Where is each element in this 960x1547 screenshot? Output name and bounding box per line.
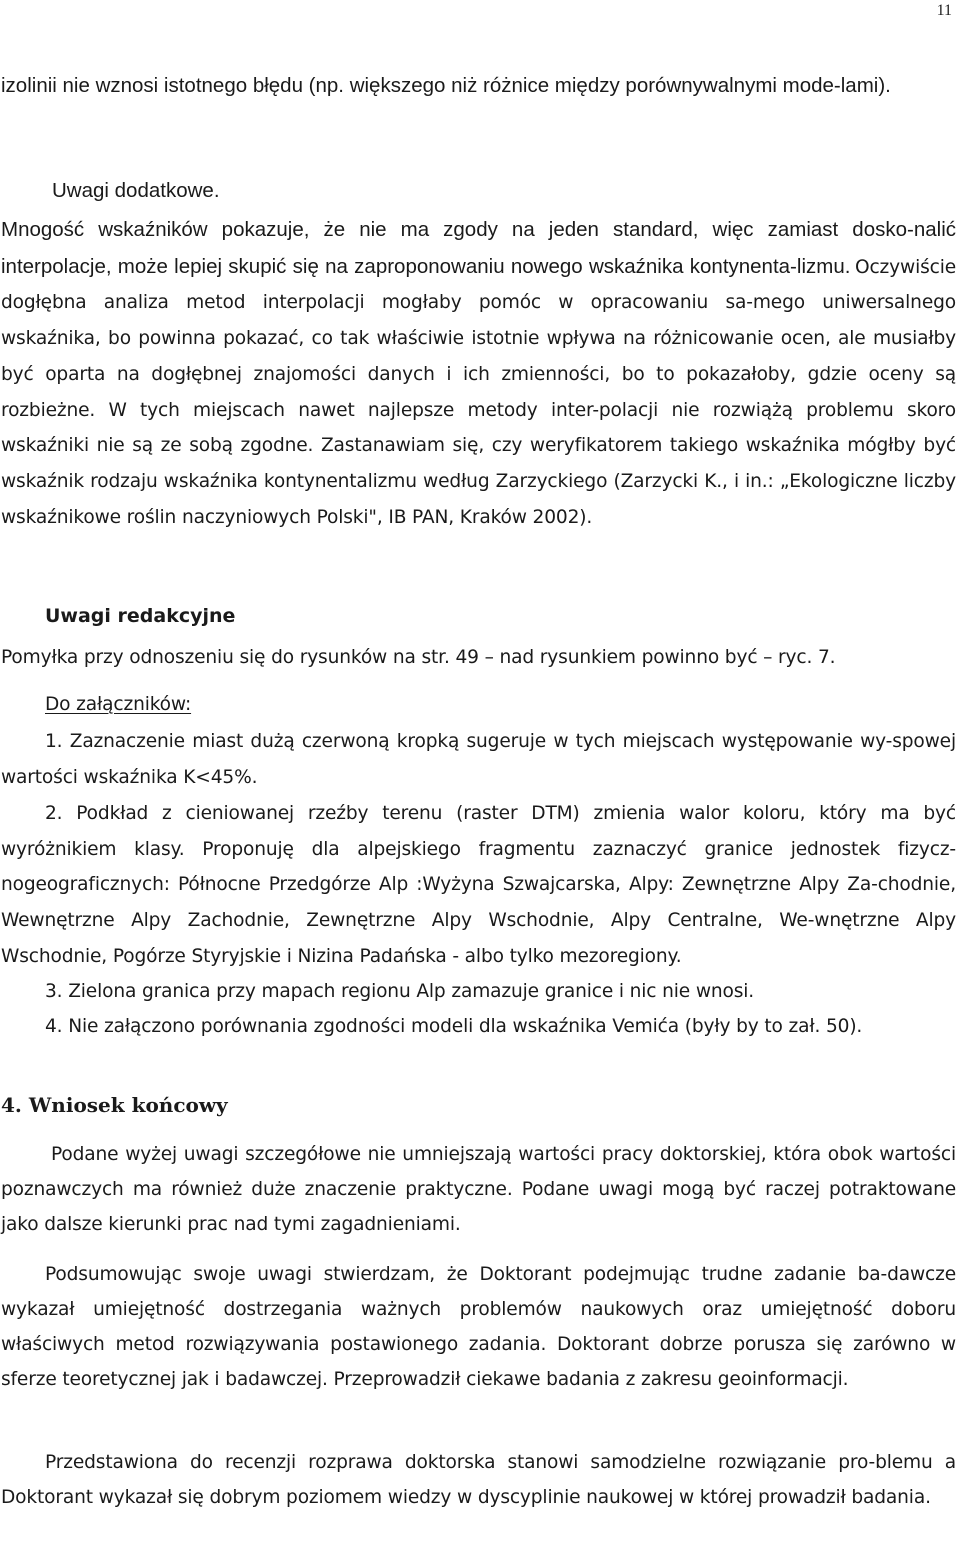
paragraph-pomylka: Pomyłka przy odnoszeniu się do rysunków na str. 49 – nad rysunkiem powinno być – ryc. 7. [1, 647, 836, 668]
list-item-4: 4. Nie załączono porównania zgodności modeli dla wskaźnika Vemića (były by to zał. 50). [45, 1016, 863, 1037]
paragraph-podsumowujac: Podsumowując swoje uwagi stwierdzam, że Doktorant podejmując trudne zadanie ba-dawcze wykazał umiejętność dostrzegania ważnych problemów naukowych oraz umiejętność doboru właściwych metod rozwiązywania postawionego zadania. Doktorant dobrze porusza się zarówno w sferze teoretycznej jak i badawczej. Przeprowadził ciekawe badania z zakresu geoinformacji. [1, 1264, 956, 1391]
paragraph-podane: Podane wyżej uwagi szczegółowe nie umniejszają wartości pracy doktorskiej, która obok wartości poznawczych ma również duże znaczenie praktyczne. Podane uwagi mogą być raczej potraktowane jako dalsze kierunki prac nad tymi zagadnieniami. [1, 1144, 956, 1236]
heading-do-zalacznikow: Do załączników: [45, 694, 192, 715]
paragraph-mnogosc-part-b: Oczywiście dogłębna analiza metod interpolacji mogłaby pomóc w opracowaniu sa-mego uniwersalnego wskaźnika, bo powinna pokazać, co tak właściwie istotnie wpływa na różnicowanie ocen, ale musiałby być oparta na dogłębnej znajomości danych i ich zmienności, bo to pokazałoby, gdzie oceny są rozbieżne. W tych miejscach nawet najlepsze metody inter-polacji nie rozwiążą problemu skoro wskaźniki nie są ze sobą zgodne. Zastanawiam się, czy weryfikatorem takiego wskaźnika mógłby być wskaźnik rodzaju wskaźnika kontynentalizmu według Zarzyckiego (Zarzycki K., i in.: „Ekologiczne liczby wskaźnikowe roślin naczyniowych Polski", IB PAN, Kraków 2002). [1, 256, 956, 528]
heading-uwagi-redakcyjne: Uwagi redakcyjne [45, 605, 236, 627]
paragraph-mnogosc [1, 212, 956, 535]
heading-uwagi-dodatkowe: Uwagi dodatkowe. [52, 179, 220, 202]
list-item-2: 2. Podkład z cieniowanej rzeźby terenu (raster DTM) zmienia walor koloru, który ma być wyróżnikiem klasy. Proponuję dla alpejskiego fragmentu zaznaczyć granice jednostek fizycz-nogeograficznych: Północne Przedgórze Alp :Wyżyna Szwajcarska, Alpy: Zewnętrzne Alpy Za-chodnie, Wewnętrzne Alpy Zachodnie, Zewnętrzne Alpy Wschodnie, Alpy Centralne, We-wnętrzne Alpy Wschodnie, Pogórze Styryjskie i Nizina Padańska - albo tylko mezoregiony. [1, 803, 956, 967]
paragraph-przedstawiona: Przedstawiona do recenzji rozprawa doktorska stanowi samodzielne rozwiązanie pro-blemu a Doktorant wykazał się dobrym poziomem wiedzy w dyscyplinie naukowej w której prowadził badania. [1, 1452, 956, 1509]
chapter-title: 4. Wniosek końcowy [1, 1093, 228, 1117]
list-item-3: 3. Zielona granica przy mapach regionu Alp zamazuje granice i nic nie wnosi. [45, 981, 755, 1002]
list-item-1: 1. Zaznaczenie miast dużą czerwoną kropką sugeruje w tych miejscach występowanie wy-spowej wartości wskaźnika K<45%. [1, 731, 956, 788]
paragraph-izolinii: izolinii nie wznosi istotnego błędu (np. większego niż różnice między porównywalnymi mode-lami). [1, 74, 891, 97]
page-number: 11 [936, 2, 952, 19]
paragraph-mnogosc-part-a: Mnogość wskaźników pokazuje, że nie ma zgody na jeden standard, więc zamiast dosko-nalić interpolacje, może lepiej skupić się na zaproponowaniu nowego wskaźnika kontynenta-lizmu. [1, 218, 956, 278]
